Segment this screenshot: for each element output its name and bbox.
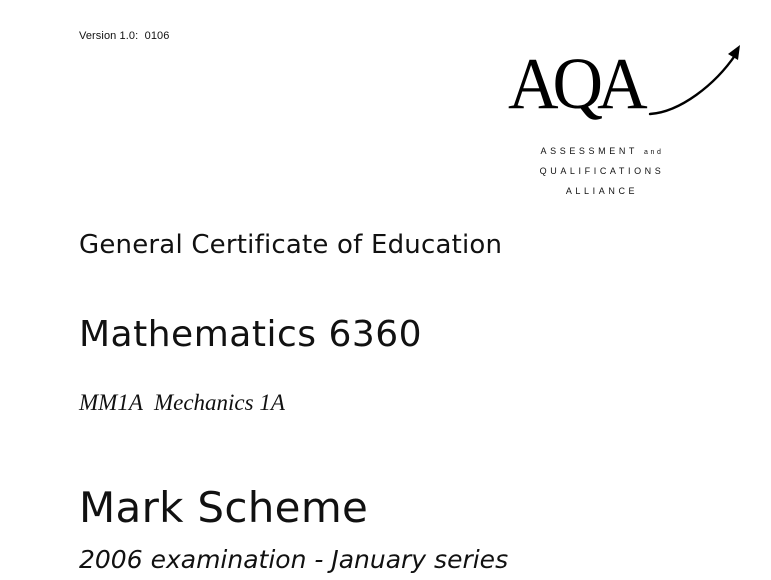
version-label: Version 1.0: 0106: [79, 30, 170, 42]
logo-and-text: and: [643, 149, 664, 156]
aqa-wordmark: AQA: [508, 43, 642, 125]
aqa-logo-mark: [500, 40, 760, 130]
unit-subtitle: MM1A Mechanics 1A: [79, 390, 285, 415]
qualification-heading: General Certificate of Education: [79, 230, 503, 260]
logo-line-alliance: ALLIANCE: [565, 186, 639, 196]
logo-line-qualifications: QUALIFICATIONS: [539, 166, 665, 176]
logo-assessment-text: ASSESSMENT: [540, 146, 638, 156]
aqa-logo: [500, 40, 760, 205]
subject-heading: Mathematics 6360: [79, 314, 423, 355]
logo-line-assessment: [502, 146, 702, 156]
document-title: Mark Scheme: [79, 483, 369, 532]
aqa-swoosh-icon: [500, 40, 760, 130]
exam-series: 2006 examination - January series: [79, 545, 509, 574]
